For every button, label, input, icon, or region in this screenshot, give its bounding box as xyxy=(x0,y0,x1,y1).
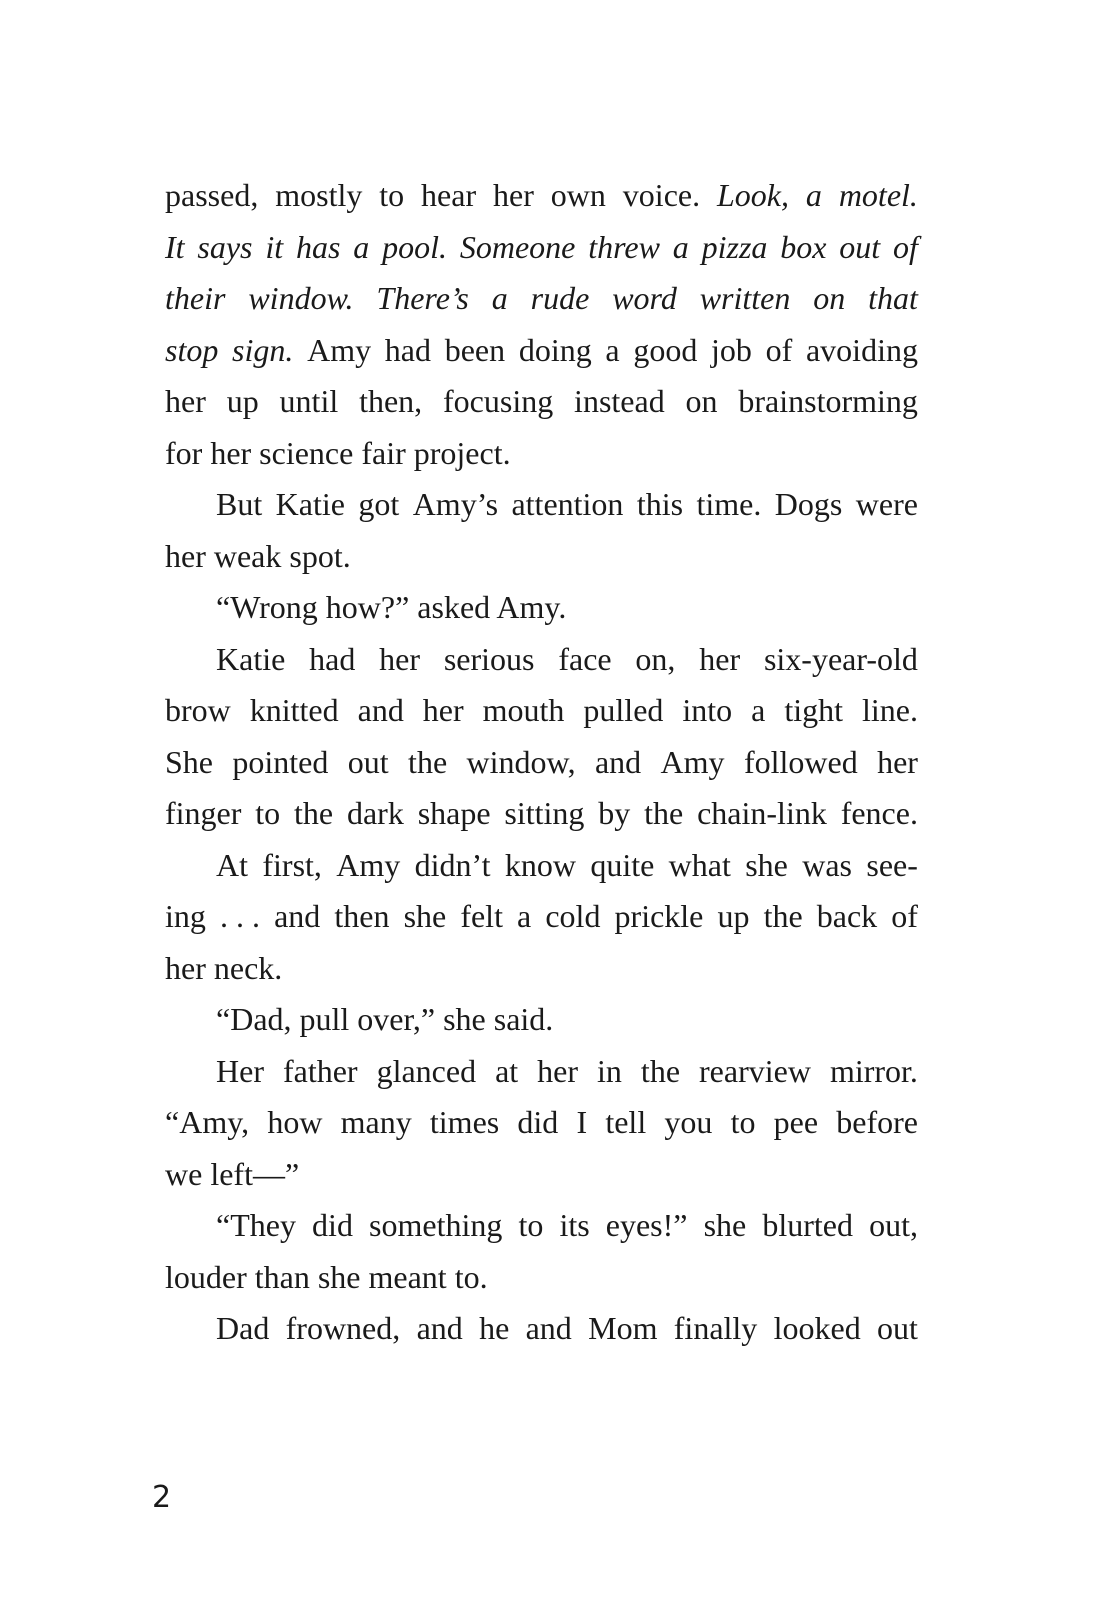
word: a xyxy=(805,177,822,213)
word: avoiding xyxy=(805,331,918,368)
word: a xyxy=(353,228,370,265)
word: and xyxy=(274,898,321,934)
word: quite xyxy=(590,846,655,883)
word: of xyxy=(891,898,918,934)
word: its xyxy=(559,1207,590,1243)
word: back xyxy=(816,898,878,934)
word: “Dad, pull over,” she said. xyxy=(216,1001,554,1037)
word: has xyxy=(295,228,341,265)
word: “Wrong how?” asked Amy. xyxy=(216,589,567,625)
word: a xyxy=(517,898,532,934)
word: threw xyxy=(588,228,660,265)
word: good xyxy=(633,331,698,368)
word: her neck. xyxy=(165,949,283,986)
word: for her science fair project. xyxy=(165,434,511,471)
word: on xyxy=(685,383,718,419)
word: pulled xyxy=(583,692,664,728)
word: that xyxy=(868,280,918,316)
text-line xyxy=(165,943,918,995)
word: her xyxy=(699,640,741,677)
word: Amy xyxy=(307,331,372,368)
word: to xyxy=(255,795,281,831)
word: was xyxy=(802,846,852,883)
word: “They xyxy=(216,1207,296,1243)
word: Her xyxy=(216,1052,264,1089)
word: sitting xyxy=(504,795,585,831)
word: It xyxy=(165,228,185,265)
word: her xyxy=(493,177,534,213)
word: and xyxy=(525,1310,572,1346)
word: Amy xyxy=(336,846,401,883)
word: brow xyxy=(165,692,231,728)
word: looked xyxy=(773,1310,861,1346)
text-line xyxy=(165,325,918,377)
text-line xyxy=(165,1097,918,1149)
word: Amy’s xyxy=(412,486,499,522)
word: . . . xyxy=(219,898,260,934)
word: “Amy, xyxy=(165,1104,250,1140)
word: says xyxy=(197,228,253,265)
word: then xyxy=(334,898,390,934)
word: out xyxy=(839,228,881,265)
word: But xyxy=(216,486,263,522)
word: motel. xyxy=(838,177,918,213)
word: the xyxy=(640,1052,681,1089)
word: Look, xyxy=(717,177,789,213)
word: and xyxy=(594,743,642,780)
word: something xyxy=(369,1207,503,1243)
word: finger xyxy=(165,795,242,831)
word: in xyxy=(597,1052,622,1089)
word: At xyxy=(216,846,248,883)
word: voice. xyxy=(622,177,701,213)
word: passed, xyxy=(165,177,259,213)
word: her xyxy=(422,692,464,728)
word: first, xyxy=(262,846,322,883)
word: out xyxy=(877,1310,918,1346)
word: out xyxy=(347,743,389,780)
word: up xyxy=(717,898,750,934)
word: sign. xyxy=(232,331,294,368)
text-line xyxy=(165,1046,918,1098)
word: at xyxy=(495,1052,519,1089)
word: had xyxy=(309,640,356,677)
text-line xyxy=(165,376,918,428)
word: pizza xyxy=(701,228,768,265)
text-line xyxy=(165,634,918,686)
word: of xyxy=(765,331,793,368)
word: before xyxy=(836,1104,918,1140)
word: shape xyxy=(417,795,491,831)
word: rearview xyxy=(699,1052,811,1089)
word: did xyxy=(517,1104,559,1140)
text-line xyxy=(165,1303,918,1355)
word: Katie xyxy=(275,486,345,522)
word: their xyxy=(165,280,226,316)
word: her xyxy=(877,743,918,780)
word: time. xyxy=(696,486,762,522)
word: to xyxy=(518,1207,544,1243)
word: her xyxy=(537,1052,579,1089)
word: mirror. xyxy=(829,1052,918,1089)
word: the xyxy=(408,743,448,780)
word: Amy xyxy=(660,743,725,780)
word: I xyxy=(576,1104,588,1140)
word: been xyxy=(444,331,506,368)
word: box xyxy=(780,228,827,265)
word: on xyxy=(813,280,846,316)
word: a xyxy=(751,692,766,728)
word: and xyxy=(416,1310,463,1346)
word: doing xyxy=(518,331,592,368)
word: felt xyxy=(460,898,503,934)
word: chain-link xyxy=(697,795,827,831)
word: to xyxy=(379,177,405,213)
word: fence. xyxy=(840,795,918,831)
word: knitted xyxy=(249,692,339,728)
text-line xyxy=(165,531,918,583)
text-line xyxy=(165,1252,918,1304)
word: own xyxy=(550,177,606,213)
word: got xyxy=(358,486,400,522)
word: her xyxy=(379,640,421,677)
word: were xyxy=(855,486,918,522)
word: out, xyxy=(869,1207,918,1243)
text-line xyxy=(165,737,918,789)
word: tell xyxy=(605,1104,647,1140)
word: Katie xyxy=(216,640,286,677)
word: to xyxy=(730,1104,756,1140)
word: frowned, xyxy=(285,1310,401,1346)
page-number: 2 xyxy=(152,1480,172,1515)
word: she xyxy=(403,898,447,934)
word: Dogs xyxy=(774,486,843,522)
word: then, xyxy=(359,383,423,419)
word: glanced xyxy=(376,1052,477,1089)
word: attention xyxy=(511,486,624,522)
word: pointed xyxy=(232,743,329,780)
word: finally xyxy=(673,1310,758,1346)
word: pee xyxy=(773,1104,819,1140)
word: There’s xyxy=(376,280,469,316)
word: window. xyxy=(248,280,354,316)
word: on, xyxy=(635,640,676,677)
word: line. xyxy=(861,692,918,728)
word: he xyxy=(479,1310,510,1346)
word: rude xyxy=(530,280,590,316)
word: we left—” xyxy=(165,1155,300,1192)
word: a xyxy=(491,280,508,316)
text-line xyxy=(165,840,918,892)
text-line xyxy=(165,1149,918,1201)
word: Someone xyxy=(459,228,576,265)
word: brainstorming xyxy=(738,383,918,419)
word: didn’t xyxy=(414,846,491,883)
word: word xyxy=(612,280,677,316)
word: ing xyxy=(165,898,206,934)
word: cold xyxy=(545,898,601,934)
word: serious xyxy=(443,640,535,677)
word: her xyxy=(165,383,206,419)
word: and xyxy=(357,692,404,728)
word: Mom xyxy=(588,1310,658,1346)
word: a xyxy=(672,228,689,265)
word: the xyxy=(644,795,684,831)
word: how xyxy=(267,1104,323,1140)
word: her weak spot. xyxy=(165,537,351,574)
text-line xyxy=(165,788,918,840)
word: had xyxy=(384,331,431,368)
text-line xyxy=(165,891,918,943)
word: she xyxy=(745,846,788,883)
word: eyes!” xyxy=(605,1207,688,1243)
word: know xyxy=(504,846,576,883)
word: until xyxy=(279,383,339,419)
word: by xyxy=(598,795,631,831)
word: prickle xyxy=(614,898,704,934)
text-line xyxy=(165,994,918,1046)
word: up xyxy=(226,383,259,419)
word: Dad xyxy=(216,1310,270,1346)
word: this xyxy=(636,486,684,522)
word: instead xyxy=(574,383,665,419)
word: mouth xyxy=(482,692,565,728)
word: louder than she meant to. xyxy=(165,1258,488,1295)
word: dark xyxy=(346,795,404,831)
word: many xyxy=(340,1104,412,1140)
word: She xyxy=(165,743,213,780)
word: times xyxy=(429,1104,500,1140)
word: stop xyxy=(165,331,219,368)
word: window, xyxy=(466,743,576,780)
text-line xyxy=(165,582,918,634)
text-line xyxy=(165,170,918,222)
word: did xyxy=(312,1207,353,1243)
word: a xyxy=(605,331,620,368)
word: she xyxy=(703,1207,747,1243)
text-line xyxy=(165,1200,918,1252)
word: written xyxy=(699,280,791,316)
word: tight xyxy=(784,692,843,728)
word: the xyxy=(763,898,803,934)
word: face xyxy=(558,640,612,677)
word: hear xyxy=(421,177,477,213)
word: mostly xyxy=(275,177,363,213)
word: job xyxy=(711,331,752,368)
word: it xyxy=(265,228,284,265)
text-line xyxy=(165,685,918,737)
word: pool. xyxy=(382,228,447,265)
word: you xyxy=(664,1104,713,1140)
text-line xyxy=(165,222,918,274)
word: the xyxy=(294,795,334,831)
text-line xyxy=(165,273,918,325)
word: focusing xyxy=(443,383,554,419)
text-line xyxy=(165,479,918,531)
word: followed xyxy=(743,743,858,780)
word: six-year-old xyxy=(763,640,918,677)
word: blurted xyxy=(762,1207,853,1243)
word: of xyxy=(893,228,918,265)
body-text xyxy=(165,170,918,1355)
text-line xyxy=(165,428,918,480)
word: father xyxy=(282,1052,358,1089)
word: see- xyxy=(866,846,918,883)
word: what xyxy=(668,846,731,883)
word: into xyxy=(682,692,733,728)
